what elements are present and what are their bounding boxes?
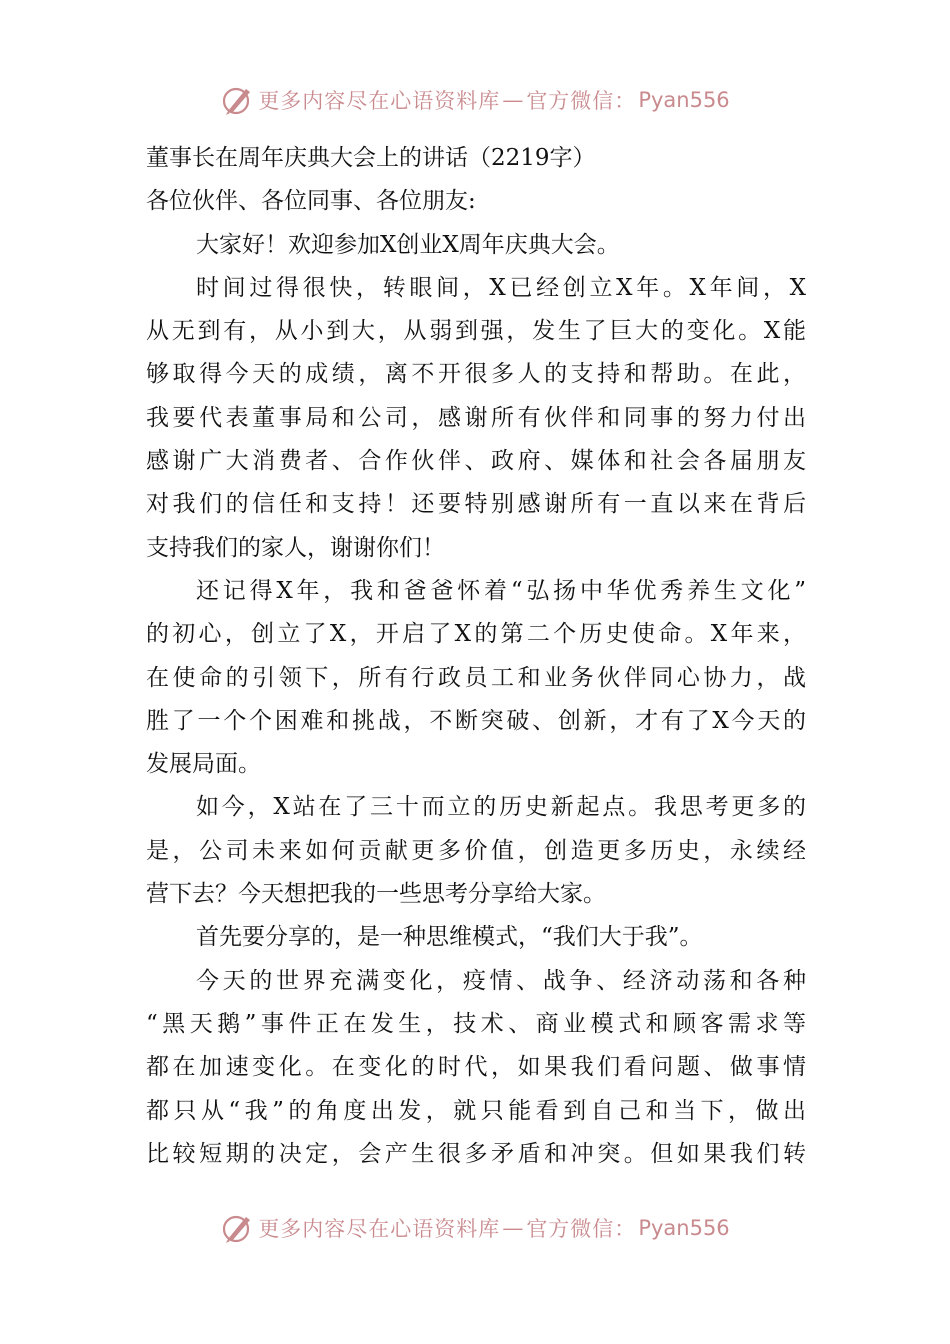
text-line: 我要代表董事局和公司，感谢所有伙伴和同事的努力付出 (146, 404, 806, 431)
header-banner (0, 80, 950, 120)
footer-banner (0, 1208, 950, 1248)
text-line: 今天的世界充满变化，疫情、战争、经济动荡和各种 (196, 967, 806, 994)
banner-brand-text: 更多内容尽在心语资料库 (258, 1217, 501, 1241)
text-line: 发展局面。 (146, 751, 261, 778)
text-line: 都只从“我”的角度出发，就只能看到自己和当下，做出 (146, 1097, 806, 1124)
text-line: 支持我们的家人，谢谢你们！ (146, 534, 445, 561)
text-line: 感谢广大消费者、合作伙伴、政府、媒体和社会各届朋友 (146, 448, 806, 475)
document-body (146, 137, 806, 1176)
pen-logo-icon (220, 83, 254, 117)
banner-dash: — (502, 1216, 525, 1240)
banner-dash: — (502, 88, 525, 112)
text-line: 的初心，创立了X，开启了X的第二个历史使命。X年来， (146, 621, 806, 648)
text-line: 董事长在周年庆典大会上的讲话（2219字） (146, 145, 596, 171)
text-line: 各位伙伴、各位同事、各位朋友: (146, 188, 476, 215)
banner-official-label: 官方微信： (526, 1217, 637, 1241)
text-line: 大家好！欢迎参加X创业X周年庆典大会。 (196, 231, 620, 258)
text-line: 是，公司未来如何贡献更多价值，创造更多历史，永续经 (146, 837, 806, 864)
text-line: 对我们的信任和支持！还要特别感谢所有一直以来在背后 (146, 491, 806, 518)
text-line: 还记得X年，我和爸爸怀着“弘扬中华优秀养生文化” (196, 577, 806, 604)
banner-wechat-id: Pyan556 (638, 1216, 730, 1240)
text-line: 营下去？今天想把我的一些思考分享给大家。 (146, 881, 606, 908)
banner-official-label: 官方微信： (526, 89, 637, 113)
text-line: 胜了一个个困难和挑战，不断突破、创新，才有了X今天的 (146, 707, 806, 734)
text-line: 比较短期的决定，会产生很多矛盾和冲突。但如果我们转 (146, 1140, 806, 1167)
text-line: 如今，X站在了三十而立的历史新起点。我思考更多的 (196, 794, 806, 821)
text-line: 时间过得很快，转眼间，X已经创立X年。X年间，X (196, 274, 806, 301)
banner-wechat-id: Pyan556 (638, 88, 730, 112)
text-line: 在使命的引领下，所有行政员工和业务伙伴同心协力，战 (146, 664, 806, 691)
text-line: 从无到有，从小到大，从弱到强，发生了巨大的变化。X能 (146, 318, 806, 345)
text-line: 首先要分享的，是一种思维模式，“我们大于我”。 (196, 924, 703, 951)
text-line: “黑天鹅”事件正在发生，技术、商业模式和顾客需求等 (146, 1010, 806, 1037)
pen-logo-icon (220, 1211, 254, 1245)
text-line: 都在加速变化。在变化的时代，如果我们看问题、做事情 (146, 1054, 806, 1081)
text-line: 够取得今天的成绩，离不开很多人的支持和帮助。在此， (146, 361, 806, 388)
banner-brand-text: 更多内容尽在心语资料库 (258, 89, 501, 113)
